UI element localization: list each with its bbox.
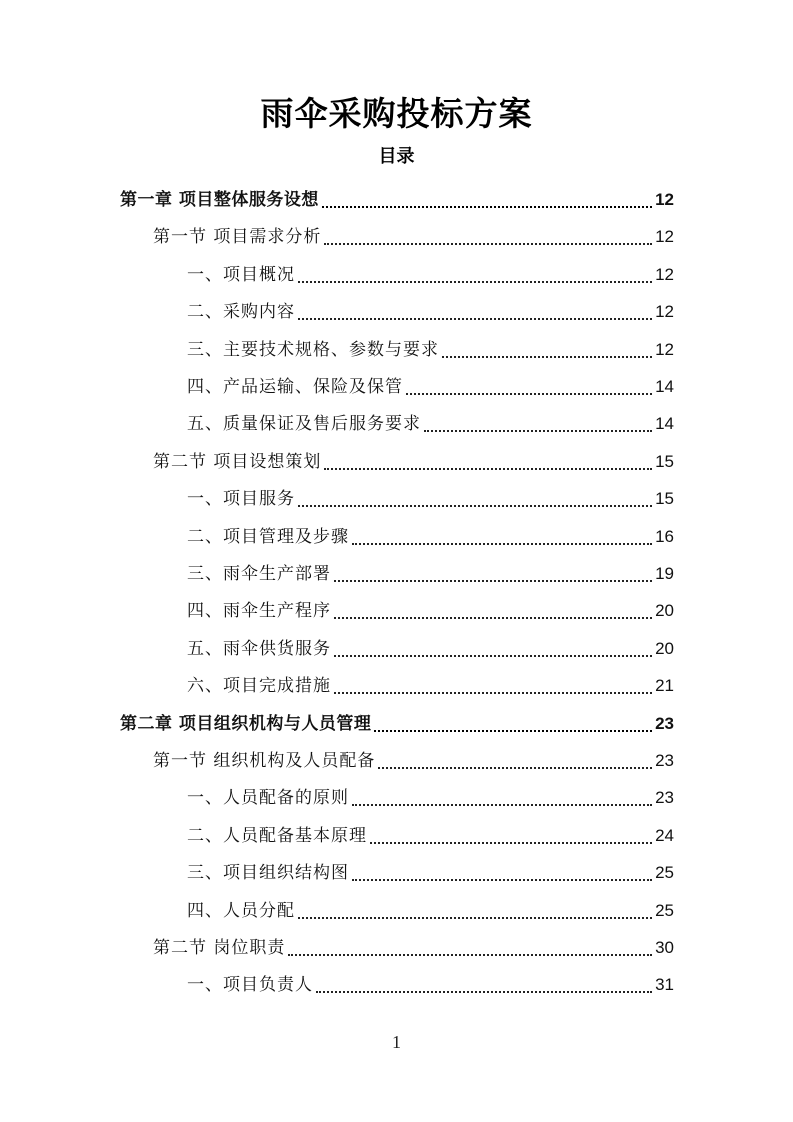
toc-entry-page: 12 bbox=[655, 339, 674, 359]
toc-entry-label: 一、人员配备的原则 bbox=[187, 788, 349, 809]
toc-entry[interactable] bbox=[187, 556, 674, 586]
toc-entry-label: 四、人员分配 bbox=[187, 900, 295, 921]
toc-entry[interactable] bbox=[187, 593, 674, 623]
toc-leader-dots bbox=[288, 954, 652, 956]
toc-entry-page: 23 bbox=[655, 788, 674, 808]
toc-heading: 目录 bbox=[378, 146, 415, 167]
toc-leader-dots bbox=[298, 917, 652, 919]
toc-leader-dots bbox=[352, 804, 652, 806]
toc-entry-label: 第一节 组织机构及人员配备 bbox=[153, 751, 376, 771]
toc-entry[interactable] bbox=[153, 930, 674, 960]
toc-leader-dots bbox=[334, 580, 652, 582]
toc-entry-label: 第一章 项目整体服务设想 bbox=[120, 190, 319, 210]
toc-entry-label: 第二节 岗位职责 bbox=[153, 938, 286, 958]
toc-entry[interactable] bbox=[187, 631, 674, 661]
toc-leader-dots bbox=[352, 879, 652, 881]
toc-entry-label: 四、雨伞生产程序 bbox=[187, 601, 331, 622]
toc-entry-label: 三、主要技术规格、参数与要求 bbox=[187, 339, 439, 360]
toc-leader-dots bbox=[322, 206, 652, 208]
toc-entry[interactable] bbox=[187, 481, 674, 511]
toc-leader-dots bbox=[316, 991, 652, 993]
toc-entry-label: 一、项目概况 bbox=[187, 264, 295, 285]
toc-entry-label: 第二章 项目组织机构与人员管理 bbox=[120, 713, 372, 734]
toc-leader-dots bbox=[370, 842, 652, 844]
toc-entry-label: 五、雨伞供货服务 bbox=[187, 638, 331, 659]
page-number: 1 bbox=[392, 1032, 401, 1052]
toc-entry-page: 19 bbox=[655, 564, 674, 583]
toc-entry-page: 15 bbox=[655, 489, 674, 509]
toc-entry-label: 一、项目负责人 bbox=[187, 975, 313, 996]
toc-entry-label: 一、项目服务 bbox=[187, 489, 295, 510]
toc-leader-dots bbox=[298, 318, 652, 320]
toc-entry[interactable] bbox=[187, 818, 674, 848]
toc-entry[interactable] bbox=[187, 855, 674, 885]
toc-entry-page: 20 bbox=[655, 638, 674, 658]
toc-entry-label: 第一节 项目需求分析 bbox=[153, 227, 322, 248]
toc-entry-page: 30 bbox=[655, 938, 674, 957]
toc-leader-dots bbox=[298, 281, 652, 283]
toc-entry-page: 25 bbox=[655, 900, 674, 920]
toc-entry[interactable] bbox=[187, 406, 674, 436]
toc-entry[interactable] bbox=[187, 668, 674, 698]
toc-entry-label: 五、质量保证及售后服务要求 bbox=[187, 414, 421, 435]
document-title: 雨伞采购投标方案 bbox=[260, 94, 533, 133]
toc-entry[interactable] bbox=[187, 369, 674, 399]
toc-leader-dots bbox=[334, 655, 652, 657]
toc-entry-page: 12 bbox=[655, 264, 674, 284]
toc-entry[interactable] bbox=[187, 332, 674, 362]
toc-leader-dots bbox=[406, 393, 652, 395]
toc-entry-page: 12 bbox=[655, 227, 674, 247]
toc-entry[interactable] bbox=[187, 967, 674, 997]
toc-entry[interactable] bbox=[153, 743, 674, 773]
toc-entry[interactable] bbox=[187, 519, 674, 549]
toc-entry-page: 24 bbox=[655, 825, 674, 845]
toc-leader-dots bbox=[324, 243, 652, 245]
toc-leader-dots bbox=[334, 692, 652, 694]
toc-entry-label: 六、项目完成措施 bbox=[187, 676, 331, 697]
toc-entry[interactable] bbox=[153, 444, 674, 474]
toc-leader-dots bbox=[334, 617, 652, 619]
toc-entry[interactable] bbox=[120, 706, 674, 736]
toc-entry-page: 15 bbox=[655, 451, 674, 471]
toc-entry-page: 23 bbox=[655, 713, 674, 733]
toc-entry[interactable] bbox=[187, 294, 674, 324]
toc-entry-page: 14 bbox=[655, 414, 674, 434]
toc-entry-page: 16 bbox=[655, 526, 674, 546]
toc-leader-dots bbox=[324, 468, 652, 470]
toc-entry-page: 14 bbox=[655, 377, 674, 396]
toc-entry-page: 20 bbox=[655, 601, 674, 621]
toc-entry-label: 二、人员配备基本原理 bbox=[187, 825, 367, 846]
toc-leader-dots bbox=[378, 767, 652, 769]
toc-entry[interactable] bbox=[120, 182, 674, 212]
toc-entry[interactable] bbox=[187, 257, 674, 287]
toc-entry-label: 二、项目管理及步骤 bbox=[187, 526, 349, 547]
toc-entry-page: 21 bbox=[655, 676, 674, 696]
toc-entry-label: 四、产品运输、保险及保管 bbox=[187, 377, 403, 397]
toc-entry[interactable] bbox=[187, 893, 674, 923]
toc-entry-page: 23 bbox=[655, 751, 674, 770]
toc-entry-page: 12 bbox=[655, 190, 674, 209]
toc-leader-dots bbox=[352, 543, 652, 545]
toc-leader-dots bbox=[442, 356, 652, 358]
toc-entry[interactable] bbox=[153, 219, 674, 249]
toc-entry-page: 31 bbox=[655, 975, 674, 995]
toc-leader-dots bbox=[298, 505, 652, 507]
toc-entry-label: 三、雨伞生产部署 bbox=[187, 564, 331, 584]
toc-entry-page: 25 bbox=[655, 863, 674, 883]
toc-entry-label: 二、采购内容 bbox=[187, 302, 295, 323]
toc-entry-label: 第二节 项目设想策划 bbox=[153, 451, 322, 472]
toc-entry-page: 12 bbox=[655, 302, 674, 322]
toc-leader-dots bbox=[374, 730, 652, 732]
toc-entry[interactable] bbox=[187, 780, 674, 810]
toc-leader-dots bbox=[424, 430, 652, 432]
toc-entry-label: 三、项目组织结构图 bbox=[187, 863, 349, 884]
